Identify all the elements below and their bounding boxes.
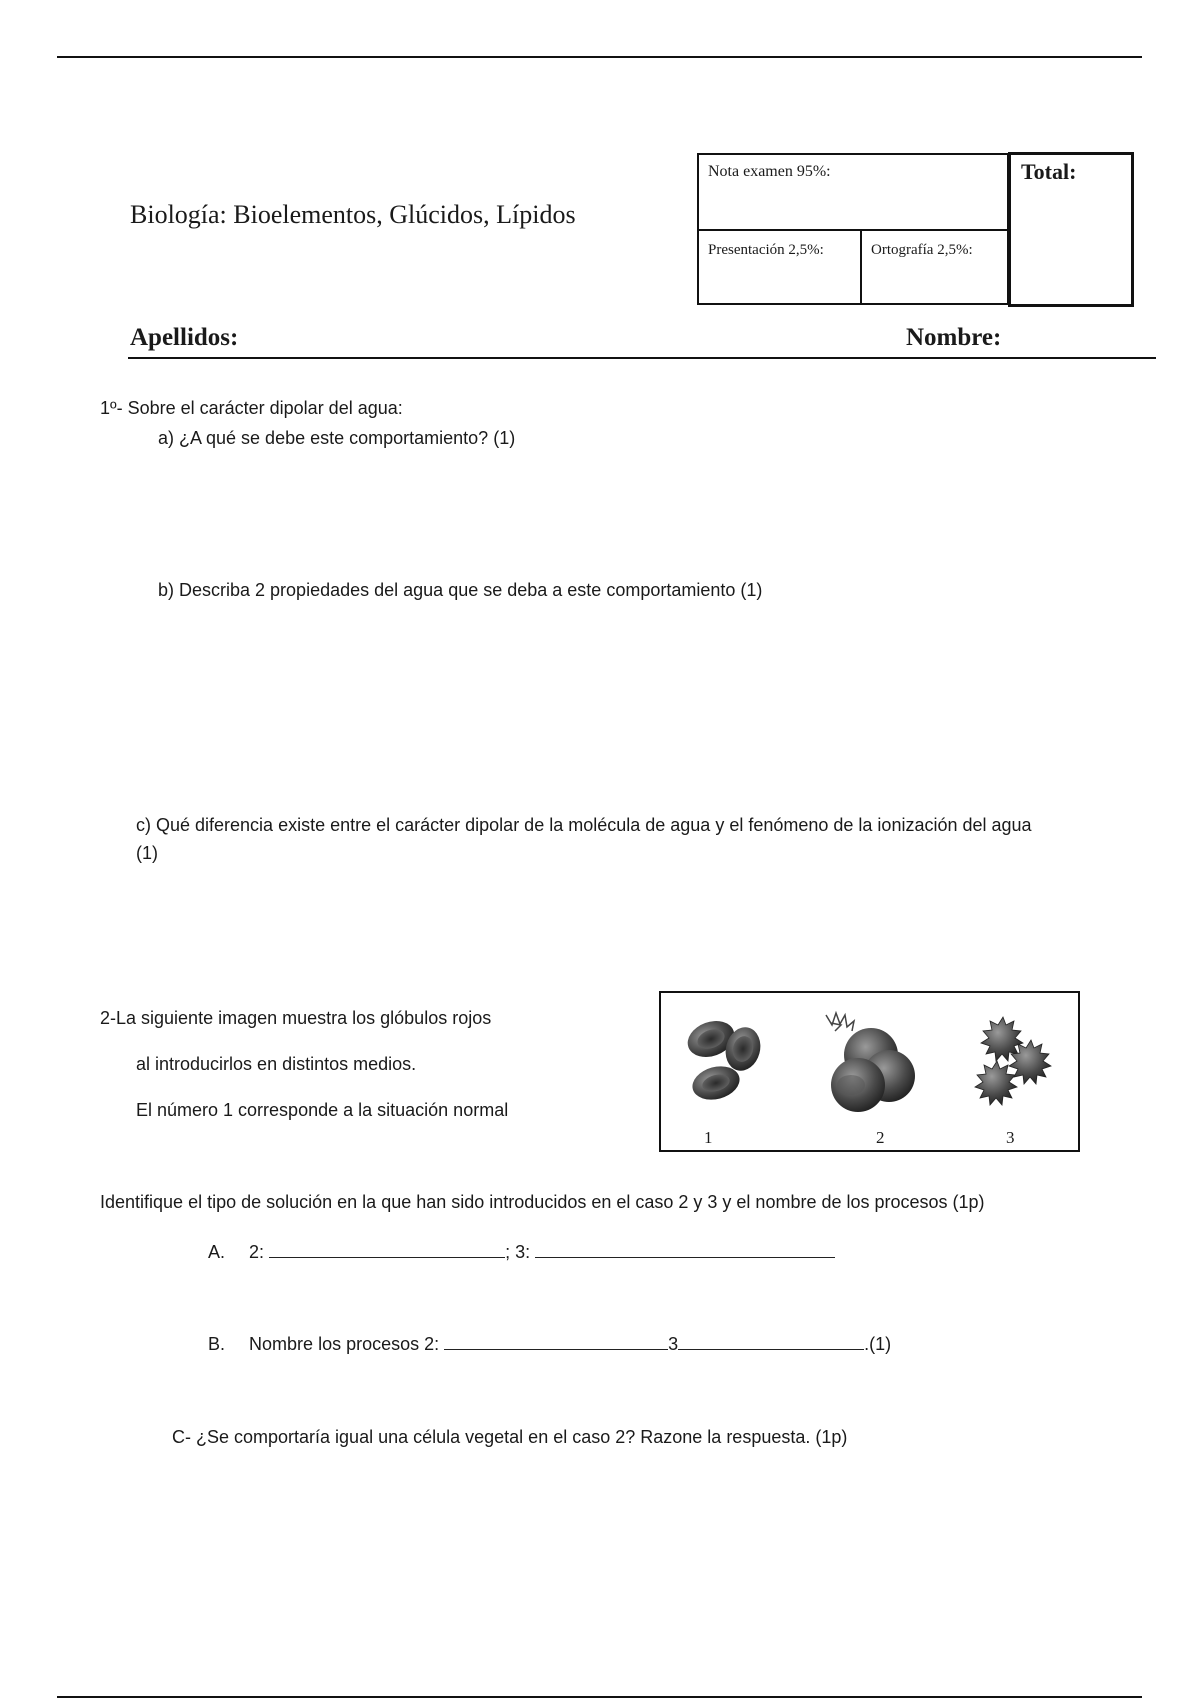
figure-label-1: 1 — [704, 1128, 713, 1147]
q2-B-mid: 3 — [668, 1334, 679, 1354]
cell-normal-icon — [683, 1015, 765, 1105]
ortografia-label: Ortografía 2,5%: — [871, 242, 973, 258]
q1-c-line1: c) Qué diferencia existe entre el carácter dipolar de la molécula de agua y el fenómeno de la ionización del agua — [136, 815, 1032, 835]
red-blood-cell-illustration — [661, 993, 1078, 1150]
red-blood-cell-figure — [659, 991, 1080, 1152]
q2-A-marker: A. — [208, 1242, 226, 1262]
nombre-label: Nombre: — [906, 324, 1002, 351]
cell-swollen-icon — [826, 1013, 915, 1112]
q2-B-end: .(1) — [864, 1334, 892, 1354]
bottom-rule — [57, 1696, 1142, 1698]
name-rule — [128, 357, 1156, 359]
q2-A-label-3: ; 3: — [505, 1242, 531, 1262]
apellidos-label: Apellidos: — [130, 324, 239, 351]
q1-title: 1º- Sobre el carácter dipolar del agua: — [100, 398, 403, 418]
q2-identify: Identifique el tipo de solución en la que han sido introducidos en el caso 2 y 3 y el nombre de los procesos (1p) — [100, 1192, 985, 1212]
presentacion-label: Presentación 2,5%: — [708, 242, 824, 258]
exam-title: Biología: Bioelementos, Glúcidos, Lípidos — [130, 200, 576, 229]
figure-label-3: 3 — [1006, 1128, 1015, 1147]
q2-B-row — [208, 1333, 891, 1355]
q2-B-blank-2[interactable] — [444, 1333, 668, 1350]
q2-A-label-2: 2: — [249, 1242, 265, 1262]
q1-b: b) Describa 2 propiedades del agua que se deba a este comportamiento (1) — [158, 580, 763, 600]
cell-crenated-icon — [975, 1017, 1051, 1105]
top-rule — [57, 56, 1142, 58]
q2-B-label: Nombre los procesos 2: — [249, 1334, 440, 1354]
figure-label-2: 2 — [876, 1128, 885, 1147]
q2-line2: al introducirlos en distintos medios. — [136, 1054, 417, 1074]
q2-line3: El número 1 corresponde a la situación normal — [136, 1100, 509, 1120]
total-label: Total: — [1021, 159, 1077, 184]
q2-A-blank-3[interactable] — [535, 1241, 835, 1258]
q2-A-blank-2[interactable] — [269, 1241, 505, 1258]
grade-box-ortografia — [860, 229, 1009, 305]
q2-C: C- ¿Se comportaría igual una célula vegetal en el caso 2? Razone la respuesta. (1p) — [172, 1427, 848, 1447]
q1-a: a) ¿A qué se debe este comportamiento? (1) — [158, 428, 516, 448]
nota-label: Nota examen 95%: — [708, 163, 831, 180]
q2-B-marker: B. — [208, 1334, 226, 1354]
q1-c-line2: (1) — [136, 843, 158, 863]
q2-line1: 2-La siguiente imagen muestra los glóbulos rojos — [100, 1008, 492, 1028]
q2-A-row — [208, 1241, 835, 1263]
q2-B-blank-3[interactable] — [678, 1333, 864, 1350]
grade-box-presentacion — [697, 229, 862, 305]
